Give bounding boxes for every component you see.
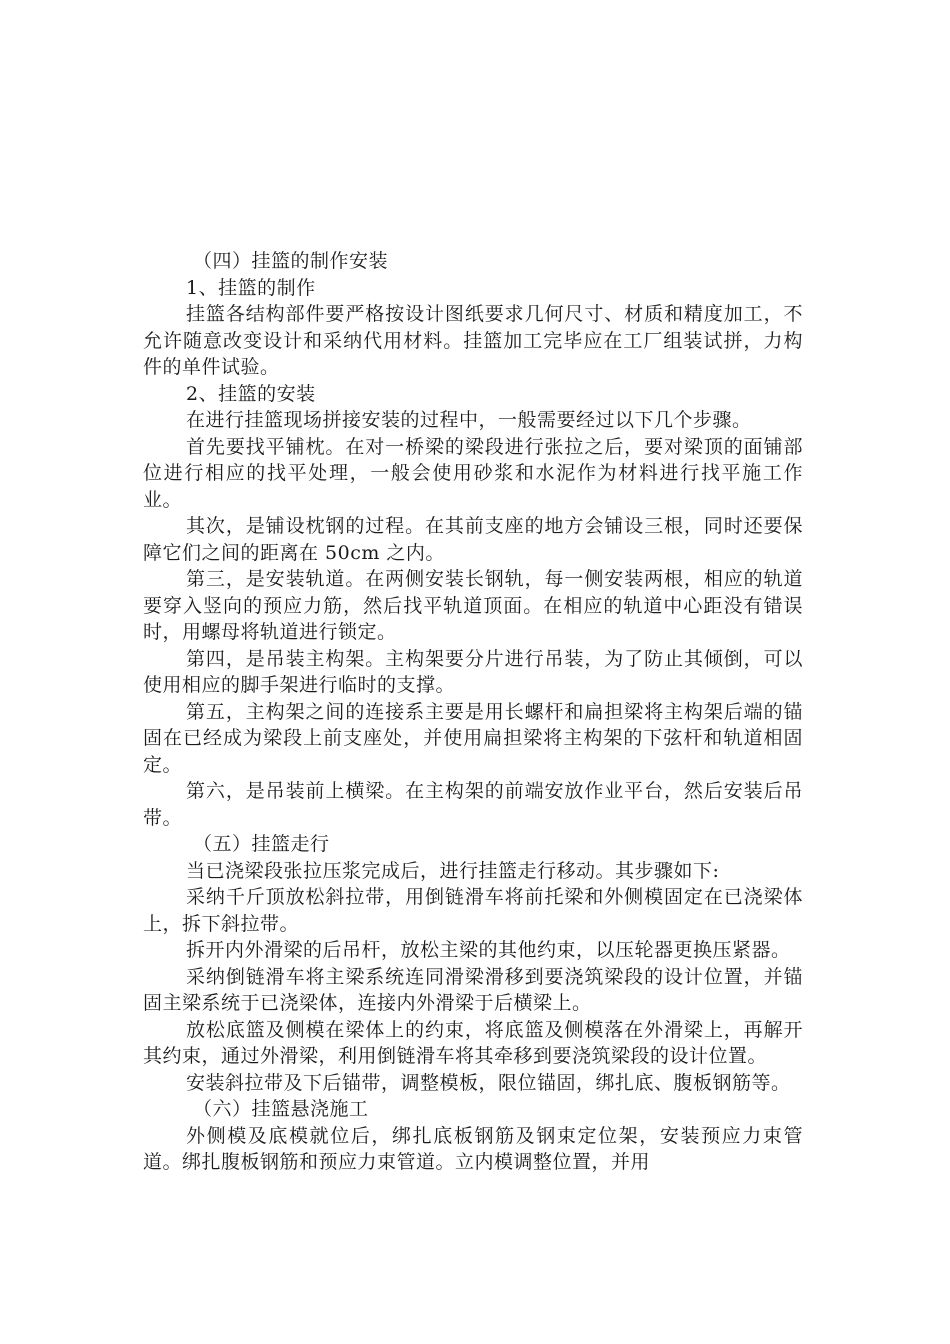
paragraph-installation-intro: 在进行挂篮现场拼接安装的过程中，一般需要经过以下几个步骤。 [186,409,752,431]
subheading-installation: 2、挂篮的安装 [186,382,316,405]
subheading-fabrication: 1、挂篮的制作 [186,276,316,299]
paragraph-step-5: 第五，主构架之间的连接系主要是用长螺杆和扁担梁将主构架后端的锚固在已经成为梁段上前支座处，并使用扁担梁将主构架的下弦杆和轨道相固定。 [143,700,803,776]
paragraph-fabrication: 挂篮各结构部件要严格按设计图纸要求几何尺寸、材质和精度加工，不允许随意改变设计和采纳代用材料。挂篮加工完毕应在工厂组装试拼，力构件的单件试验。 [143,303,803,378]
section-heading-4: （四）挂篮的制作安装 [193,250,389,272]
paragraph-travel-1: 采纳千斤顶放松斜拉带，用倒链滑车将前托梁和外侧模固定在已浇梁体上，拆下斜拉带。 [143,886,803,935]
paragraph-travel-4: 放松底篮及侧模在梁体上的约束，将底篮及侧模落在外滑梁上，再解开其约束，通过外滑梁，利用倒链滑车将其牵移到要浇筑梁段的设计位置。 [143,1018,803,1067]
paragraph-travel-2: 拆开内外滑梁的后吊杆，放松主梁的其他约束，以压轮器更换压紧器。 [186,939,791,961]
paragraph-step-3: 第三，是安装轨道。在两侧安装长钢轨，每一侧安装两根，相应的轨道要穿入竖向的预应力筋，然后找平轨道顶面。在相应的轨道中心距没有错误时，用螺母将轨道进行锁定。 [143,568,803,643]
paragraph-step-6: 第六，是吊装前上横梁。在主构架的前端安放作业平台，然后安装后吊带。 [143,780,803,829]
paragraph-travel-3: 采纳倒链滑车将主梁系统连同滑梁滑移到要浇筑梁段的设计位置，并锚固主梁系统于已浇梁体，连接内外滑梁于后横梁上。 [143,965,803,1014]
paragraph-step-1: 首先要找平铺枕。在对一桥梁的梁段进行张拉之后，要对梁顶的面铺部位进行相应的找平处理，一般会使用砂浆和水泥作为材料进行找平施工作业。 [143,435,803,511]
section-heading-5: （五）挂篮走行 [193,833,330,855]
section-heading-6: （六）挂篮悬浇施工 [193,1098,369,1120]
paragraph-step-2: 其次，是铺设枕钢的过程。在其前支座的地方会铺设三根，同时还要保障它们之间的距离在 50cm 之内。 [143,515,803,564]
document-body [143,248,803,1176]
paragraph-casting: 外侧模及底模就位后，绑扎底板钢筋及钢束定位架，安装预应力束管道。绑扎腹板钢筋和预应力束管道。立内模调整位置，并用 [143,1124,803,1173]
paragraph-travel-5: 安装斜拉带及下后锚带，调整模板，限位锚固，绑扎底、腹板钢筋等。 [186,1071,791,1094]
paragraph-travel-intro: 当已浇梁段张拉压浆完成后，进行挂篮走行移动。其步骤如下: [186,859,720,882]
paragraph-step-4: 第四，是吊装主构架。主构架要分片进行吊装，为了防止其倾倒，可以使用相应的脚手架进行临时的支撑。 [143,647,803,696]
